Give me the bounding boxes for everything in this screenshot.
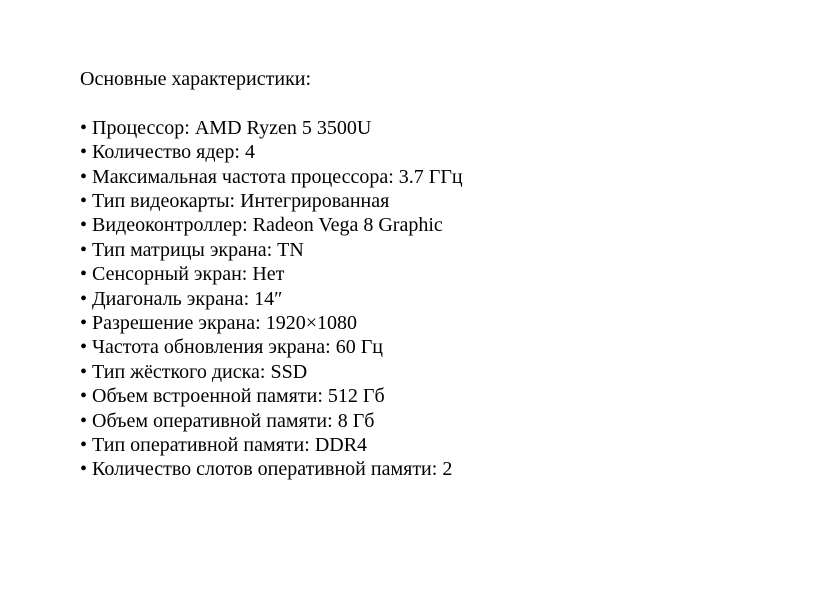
spec-label: Сенсорный экран: [92, 263, 242, 286]
bullet-glyph: •: [80, 165, 88, 188]
spec-value: AMD Ryzen 5 3500U: [194, 116, 372, 139]
spec-label: Объем встроенной памяти: [92, 385, 318, 408]
spec-item-max-frequency: • Максимальная частота процессора: 3.7 ГГц: [80, 165, 463, 188]
spec-item-matrix-type: • Тип матрицы экрана: TN: [80, 238, 304, 261]
spec-label: Количество ядер: [92, 141, 235, 164]
spec-item-ram-type: • Тип оперативной памяти: DDR4: [80, 434, 368, 457]
bullet-glyph: •: [80, 458, 88, 481]
spec-label: Объем оперативной памяти: [92, 409, 328, 432]
spec-item-refresh-rate: • Частота обновления экрана: 60 Гц: [80, 336, 383, 359]
spec-list: [80, 116, 780, 482]
spec-item-touchscreen: • Сенсорный экран: Нет: [80, 263, 285, 286]
spec-value: DDR4: [314, 434, 368, 457]
bullet-glyph: •: [80, 263, 88, 286]
bullet-glyph: •: [80, 214, 88, 237]
spec-item-disk-type: • Тип жёсткого диска: SSD: [80, 360, 308, 383]
spec-value: Интегрированная: [240, 190, 390, 213]
spec-label: Максимальная частота процессора: [92, 165, 389, 188]
bullet-glyph: •: [80, 336, 88, 359]
spec-heading: Основные характеристики:: [80, 68, 312, 90]
spec-label: Количество слотов оперативной памяти: [92, 458, 432, 481]
spec-value: 8 Гб: [337, 409, 375, 432]
spec-item-storage-size: • Объем встроенной памяти: 512 Гб: [80, 385, 385, 408]
spec-value: Radeon Vega 8 Graphic: [252, 214, 443, 237]
spec-label: Видеоконтроллер: [92, 214, 243, 237]
spec-value: 1920×1080: [265, 312, 357, 335]
spec-item-video-controller: • Видеоконтроллер: Radeon Vega 8 Graphic: [80, 214, 443, 237]
blank-line: [80, 91, 780, 115]
spec-label: Процессор: [92, 116, 185, 139]
spec-label: Частота обновления экрана: [92, 336, 326, 359]
bullet-glyph: •: [80, 287, 88, 310]
spec-value: 14″: [254, 287, 283, 310]
spec-value: 3.7 ГГц: [398, 165, 463, 188]
spec-label: Тип видеокарты: [92, 190, 230, 213]
bullet-glyph: •: [80, 190, 88, 213]
spec-item-ram-size: • Объем оперативной памяти: 8 Гб: [80, 409, 375, 432]
bullet-glyph: •: [80, 116, 88, 139]
spec-value: SSD: [270, 360, 308, 383]
spec-value: 2: [442, 458, 453, 481]
spec-item-diagonal: • Диагональ экрана: 14″: [80, 287, 283, 310]
spec-item-resolution: • Разрешение экрана: 1920×1080: [80, 312, 357, 335]
bullet-glyph: •: [80, 238, 88, 261]
spec-item-core-count: • Количество ядер: 4: [80, 141, 255, 164]
spec-value: 4: [244, 141, 255, 164]
spec-label: Диагональ экрана: [92, 287, 244, 310]
spec-item-processor: • Процессор: AMD Ryzen 5 3500U: [80, 116, 372, 139]
bullet-glyph: •: [80, 360, 88, 383]
spec-label: Разрешение экрана: [92, 312, 256, 335]
bullet-glyph: •: [80, 312, 88, 335]
spec-value: 512 Гб: [327, 385, 385, 408]
spec-value: Нет: [252, 263, 285, 286]
spec-label: Тип матрицы экрана: [92, 238, 267, 261]
bullet-glyph: •: [80, 385, 88, 408]
bullet-glyph: •: [80, 141, 88, 164]
bullet-glyph: •: [80, 434, 88, 457]
spec-label: Тип оперативной памяти: [92, 434, 305, 457]
spec-label: Тип жёсткого диска: [92, 360, 260, 383]
spec-document: [80, 67, 780, 482]
spec-item-gpu-type: • Тип видеокарты: Интегрированная: [80, 190, 390, 213]
spec-value: 60 Гц: [335, 336, 383, 359]
spec-value: TN: [277, 238, 304, 261]
spec-item-ram-slots: • Количество слотов оперативной памяти: 2: [80, 458, 453, 481]
bullet-glyph: •: [80, 409, 88, 432]
